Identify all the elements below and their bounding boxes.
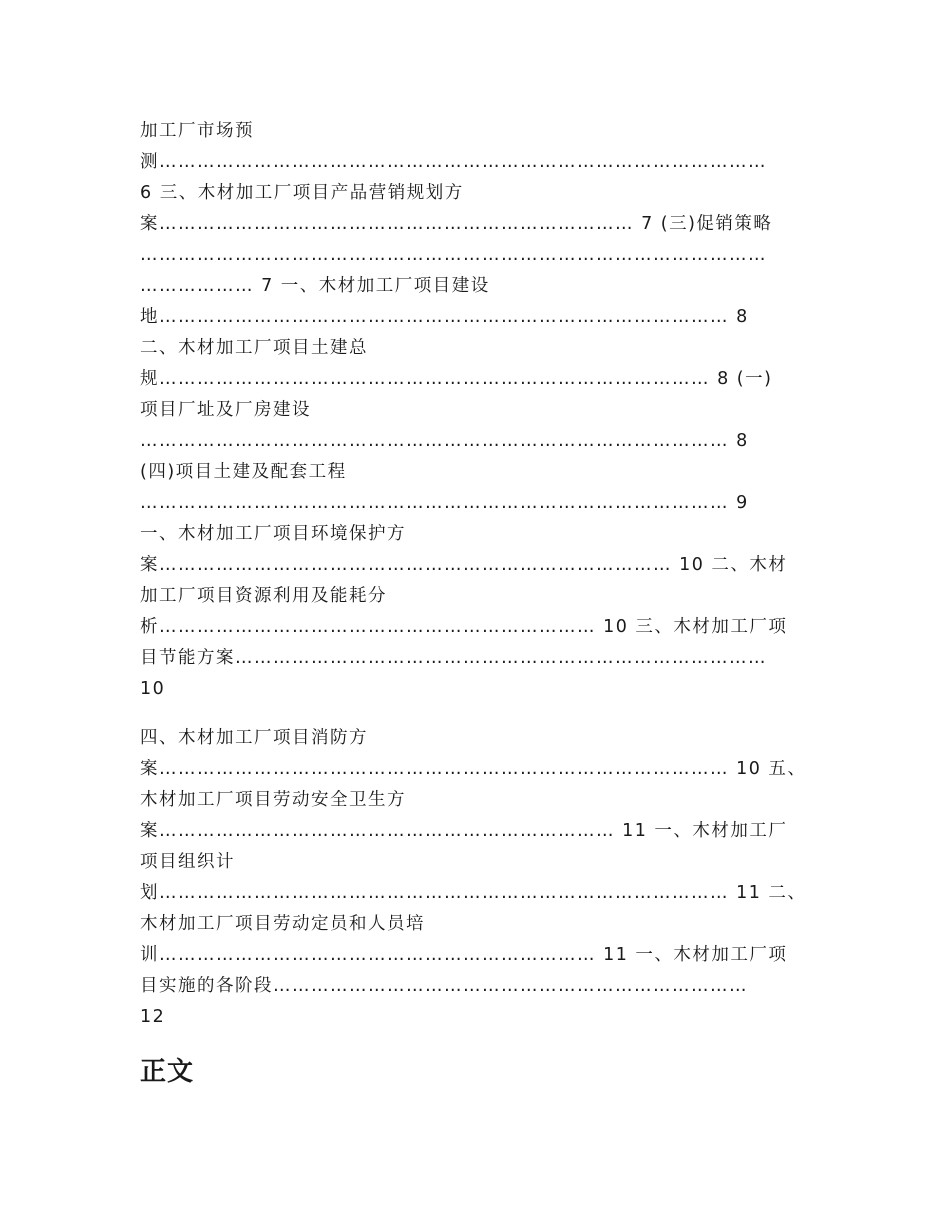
toc-line: 项目组织计 (140, 852, 235, 872)
toc-line: ………………………………………………………………………………… 9 (140, 493, 749, 513)
table-of-contents (140, 116, 820, 1033)
toc-line: 地……………………………………………………………………………… 8 (140, 307, 749, 327)
toc-line: 项目厂址及厂房建设 (140, 400, 311, 420)
toc-line: ……………………………………………………………………………………… (140, 245, 767, 265)
toc-line: (四)项目土建及配套工程 (140, 462, 347, 482)
toc-line: 案……………………………………………………………………… 10 二、木材 (140, 555, 788, 575)
toc-line: 二、木材加工厂项目土建总 (140, 338, 368, 358)
toc-line: 木材加工厂项目劳动安全卫生方 (140, 790, 406, 810)
toc-line: 四、木材加工厂项目消防方 (140, 728, 368, 748)
toc-line: 目节能方案………………………………………………………………………… (140, 648, 767, 668)
toc-line: 一、木材加工厂项目环境保护方 (140, 524, 406, 544)
toc-line: ………………………………………………………………………………… 8 (140, 431, 749, 451)
paragraph-gap (140, 705, 820, 723)
toc-line: 析…………………………………………………………… 10 三、木材加工厂项 (140, 617, 788, 637)
toc-line: 10 (140, 679, 166, 699)
toc-line: 测…………………………………………………………………………………… (140, 152, 767, 172)
toc-line: 6 三、木材加工厂项目产品营销规划方 (140, 183, 464, 203)
toc-line: ……………… 7 一、木材加工厂项目建设 (140, 276, 490, 296)
toc-line: 规…………………………………………………………………………… 8 (一) (140, 369, 773, 389)
toc-line: 加工厂项目资源利用及能耗分 (140, 586, 387, 606)
toc-line: 木材加工厂项目劳动定员和人员培 (140, 914, 425, 934)
section-heading: 正文 (140, 1057, 195, 1087)
toc-line: 训…………………………………………………………… 11 一、木材加工厂项 (140, 945, 788, 965)
toc-line: 12 (140, 1007, 166, 1027)
toc-line: 目实施的各阶段………………………………………………………………… (140, 976, 748, 996)
toc-line: 案………………………………………………………………… 7 (三)促销策略 (140, 214, 773, 234)
toc-line: 加工厂市场预 (140, 121, 254, 141)
toc-line: 案……………………………………………………………………………… 10 五、 (140, 759, 807, 779)
toc-line: 案……………………………………………………………… 11 一、木材加工厂 (140, 821, 788, 841)
toc-line: 划……………………………………………………………………………… 11 二、 (140, 883, 807, 903)
